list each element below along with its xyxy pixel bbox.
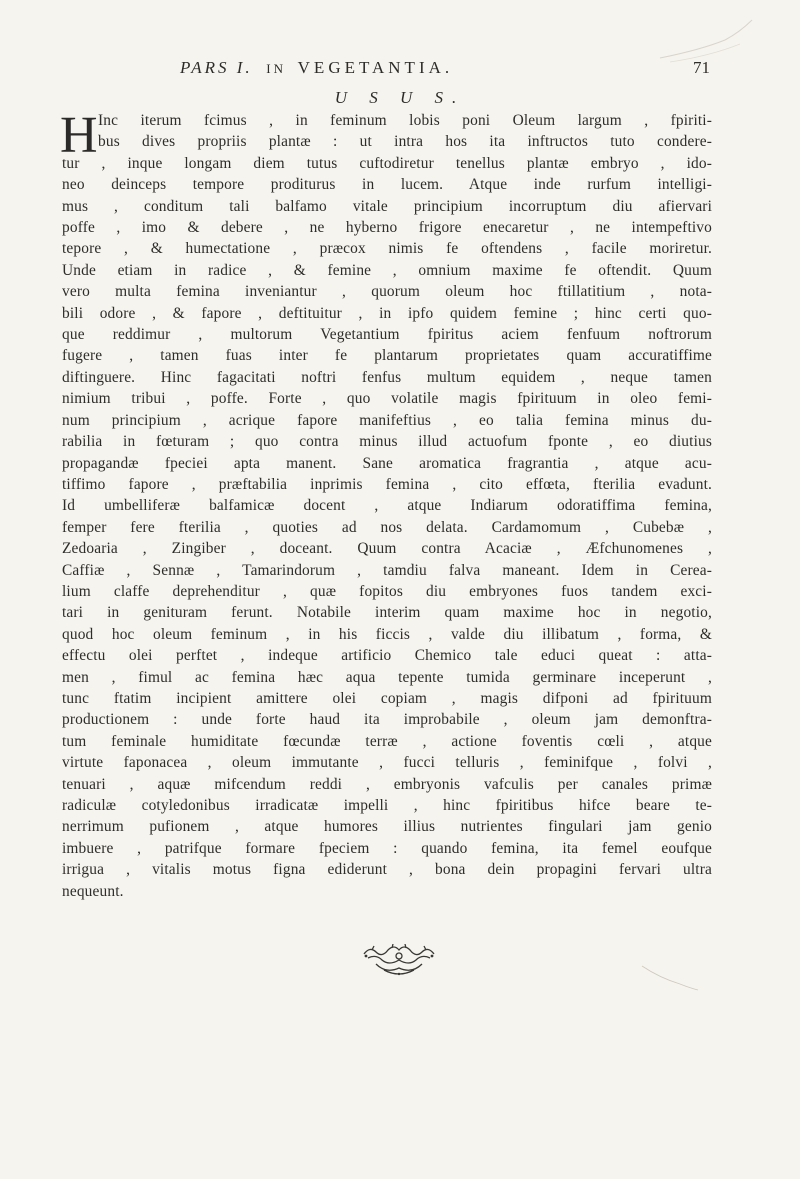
text-line: Inc iterum fcimus , in feminum lobis poni Oleum largum , fpiriti- bbox=[98, 112, 712, 129]
text-line: radiculæ cotyledonibus irradicatæ impelli , hinc fpiritibus hifce beare te- bbox=[62, 797, 712, 814]
text-line: nequeunt. bbox=[62, 882, 124, 900]
text-line: tunc ftatim incipient amittere olei copiam , magis difponi ad fpirituum bbox=[62, 689, 712, 707]
text-line: tiffimo fapore , præftabilia inprimis femina , cito effœta, fterilia evadunt. bbox=[62, 475, 712, 493]
text-line: tenuari , aquæ mifcendum reddi , embryonis vafculis per canales primæ bbox=[62, 775, 712, 793]
text-line: fugere , tamen fuas inter fe plantarum proprietates quam accuratiffime bbox=[62, 347, 712, 365]
text-line: productionem : unde forte haud ita improbabile , oleum jam demonftra- bbox=[62, 711, 712, 729]
text-line: Zedoaria , Zingiber , doceant. Quum contra Acaciæ , Æfchunomenes , bbox=[62, 540, 712, 558]
text-line: bili odore , & fapore , deftituitur , in ipfo quidem femine ; hinc certi quo- bbox=[62, 304, 712, 322]
text-line: men , fimul ac femina hæc aqua tepente tumida germinare inceperunt , bbox=[62, 668, 712, 686]
text-line: Id umbelliferæ balfamicæ docent , atque Indiarum odoratiffima femina, bbox=[62, 497, 712, 515]
text-line: mus , conditum tali balfamo vitale principium incorruptum diu afiervari bbox=[62, 197, 712, 215]
tailpiece-ornament bbox=[356, 944, 442, 978]
text-line: nimium tribui , poffe. Forte , quo volatile magis fpirituum in oleo femi- bbox=[62, 390, 712, 408]
running-head-part: PARS I. bbox=[180, 58, 253, 77]
text-line: tari in genituram ferunt. Notabile interim quam maxime hoc in negotio, bbox=[62, 604, 712, 622]
text-line: femper fere fterilia , quoties ad nos delata. Cardamomum , Cubebæ , bbox=[62, 518, 712, 536]
body-text bbox=[60, 107, 712, 902]
text-line: tum feminale humiditate fœcundæ terræ , actione foventis cœli , atque bbox=[62, 732, 712, 750]
text-line: Caffiæ , Sennæ , Tamarindorum , tamdiu falva maneant. Idem in Cerea- bbox=[62, 561, 712, 579]
drop-cap: H bbox=[60, 107, 98, 164]
text-line: rabilia in fœturam ; quo contra minus illud actuofum fponte , eo diutius bbox=[62, 433, 712, 451]
text-line: lium claffe deprehenditur , quæ fopitos diu embryones fuos tandem exci- bbox=[62, 582, 712, 600]
text-line: quod hoc oleum feminum , in his ficcis , valde diu illibatum , forma, & bbox=[62, 625, 712, 643]
text-line: imbuere , patrifque formare fpeciem : quando femina, ita femel eoufque bbox=[62, 839, 712, 857]
text-line: tur , inque longam diem tutus cuftodiretur tenellus plantæ embryo , ido- bbox=[62, 154, 712, 172]
text-line: nerrimum pufionem , atque humores illius nutrientes fingulari jam genio bbox=[62, 818, 712, 836]
text-line: virtute faponacea , oleum immutante , fucci telluris , feminifque , folvi , bbox=[62, 754, 712, 772]
pencil-mark bbox=[640, 962, 700, 992]
text-line: vero multa femina inveniantur , quorum oleum hoc ftillatitium , nota- bbox=[62, 283, 712, 301]
text-line: neo deinceps tempore proditurus in lucem. Atque inde rurfum intelligi- bbox=[62, 176, 712, 194]
text-line: num principium , acrique fapore manifeftius , eo talia femina minus du- bbox=[62, 411, 712, 429]
page-number: 71 bbox=[693, 58, 710, 77]
running-head-in: IN bbox=[266, 61, 286, 76]
text-line: bus dives propriis plantæ : ut intra hos ita inftructos tuto condere- bbox=[98, 133, 712, 151]
running-head bbox=[180, 58, 710, 78]
text-line: poffe , imo & debere , ne hyberno frigore enecaretur , ne intempeftivo bbox=[62, 219, 712, 237]
text-line: Unde etiam in radice , & femine , omnium maxime fe oftendit. Quum bbox=[62, 261, 712, 279]
text-line: que reddimur , multorum Vegetantium fpiritus aciem fenfuum noftrorum bbox=[62, 326, 712, 344]
running-head-section: VEGETANTIA. bbox=[297, 58, 454, 77]
section-title: U S U S. bbox=[334, 88, 466, 107]
text-line: diftinguere. Hinc fagacitati noftri fenfus multum equidem , neque tamen bbox=[62, 368, 712, 386]
text-line: irrigua , vitalis motus figna ediderunt , bona dein propagini fervari ultra bbox=[62, 861, 712, 879]
text-line: tepore , & humectatione , præcox nimis fe oftendens , facile moriretur. bbox=[62, 240, 712, 258]
text-line: effectu olei perftet , indeque artificio Chemico tale educi queat : atta- bbox=[62, 647, 712, 665]
text-line: propagandæ fpeciei apta manent. Sane aromatica fragrantia , atque acu- bbox=[62, 454, 712, 472]
